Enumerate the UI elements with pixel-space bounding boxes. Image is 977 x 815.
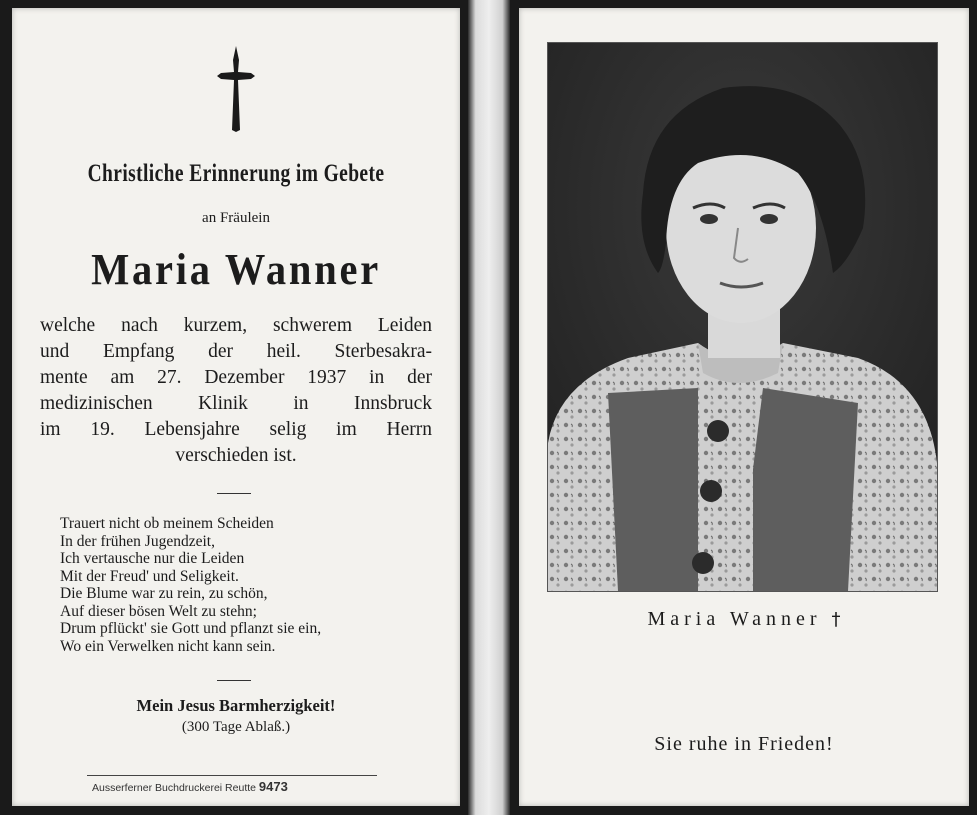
printer-name: Ausserferner Buchdruckerei Reutte xyxy=(92,782,256,794)
poem-line: In der frühen Jugendzeit, xyxy=(60,532,215,550)
death-text-line: welche nach kurzem, schwerem Leiden xyxy=(40,315,432,336)
memorial-card-left xyxy=(12,8,460,806)
memorial-title: Christliche Erinnerung im Gebete xyxy=(87,160,385,187)
dagger-icon: † xyxy=(831,609,841,630)
poem-line: Drum pflückt' sie Gott und pflanzt sie ein, xyxy=(60,620,322,637)
memorial-poem xyxy=(60,515,321,655)
death-text-line: und Empfang der heil. Sterbesakra- xyxy=(40,341,432,362)
poem-line: Ich vertausche nur die Leiden xyxy=(60,550,245,567)
salutation: an Fräulein xyxy=(202,210,270,226)
printer-rule xyxy=(87,775,377,776)
rest-in-peace: Sie ruhe in Frieden! xyxy=(654,733,834,755)
death-text-line: im 19. Lebensjahre selig im Herrn xyxy=(40,419,432,440)
photo-caption xyxy=(519,608,969,631)
card-gutter xyxy=(468,0,510,815)
poem-line: Die Blume war zu rein, zu schön, xyxy=(60,585,268,602)
portrait-illustration xyxy=(548,43,937,591)
memorial-card-right xyxy=(519,8,969,806)
death-notice-text xyxy=(40,313,432,469)
deceased-name: Maria Wanner xyxy=(91,245,381,294)
prayer: Mein Jesus Barmherzigkeit! xyxy=(136,696,336,715)
printer-imprint xyxy=(92,779,288,794)
death-text-line: verschieden ist. xyxy=(175,445,297,466)
poem-line: Mit der Freud' und Seligkeit. xyxy=(60,567,239,585)
poem-line: Wo ein Verwelken nicht kann sein. xyxy=(60,637,276,655)
printer-number: 9473 xyxy=(258,779,288,794)
indulgence-note: (300 Tage Ablaß.) xyxy=(181,719,291,735)
portrait-photo xyxy=(547,42,938,592)
divider xyxy=(217,680,251,681)
poem-line: Trauert nicht ob meinem Scheiden xyxy=(60,515,274,532)
death-text-line: mente am 27. Dezember 1937 in der xyxy=(40,367,432,388)
divider xyxy=(217,493,251,494)
death-text-line: medizinischen Klinik in Innsbruck xyxy=(40,393,432,414)
cross-icon xyxy=(217,46,255,132)
photo-caption-name: Maria Wanner xyxy=(647,608,822,630)
poem-line: Auf dieser bösen Welt zu stehn; xyxy=(60,602,257,620)
